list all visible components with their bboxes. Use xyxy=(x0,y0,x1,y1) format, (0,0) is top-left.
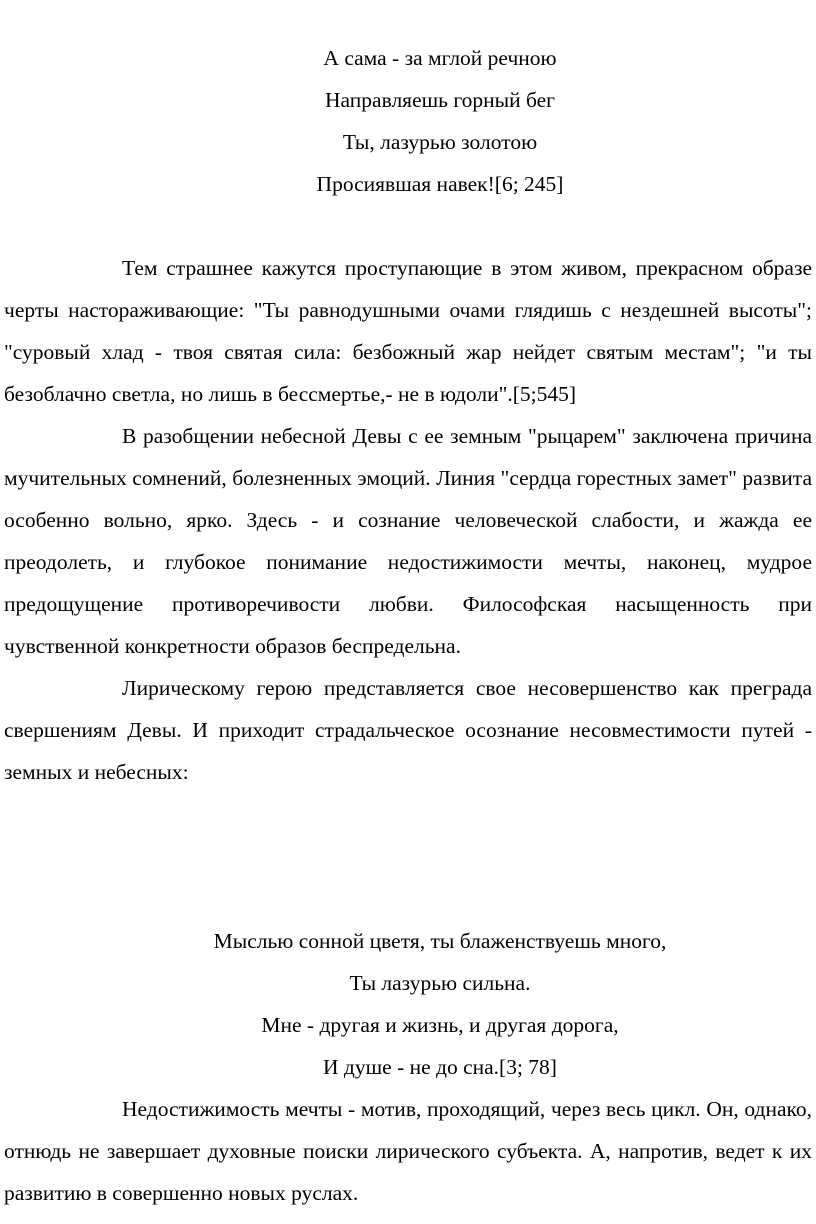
verse-line: Ты лазурью сильна. xyxy=(349,971,531,995)
verse-line: И душе - не до сна.[3; 78] xyxy=(323,1055,557,1079)
verse-line: Направляешь горный бег xyxy=(325,88,555,112)
paragraph: Тем страшнее кажутся проступающие в этом живом, прекрасном образе черты настораживающие: "Ты равнодушными очами глядишь с нездешней высоты"; "суровый хлад - твоя святая сила: безбожный жар нейдет святым местам"; "и ты безоблачно светла, но лишь в бессмертье,- не в юдоли".[5;545] xyxy=(4,256,812,406)
verse-line: Просиявшая навек![6; 245] xyxy=(316,172,564,196)
verse-line: А сама - за мглой речною xyxy=(323,46,557,70)
verse-line: Ты, лазурью золотою xyxy=(342,130,538,154)
paragraph: Недостижимость мечты - мотив, проходящий, через весь цикл. Он, однако, отнюдь не завершает духовные поиски лирического субъекта. А, напротив, ведет к их развитию в совершенно новых руслах. xyxy=(4,1097,812,1205)
paragraph: В разобщении небесной Девы с ее земным "рыцарем" заключена причина мучительных сомнений, болезненных эмоций. Линия "сердца горестных замет" развита особенно вольно, ярко. Здесь - и сознание человеческой слабости, и жажда ее преодолеть, и глубокое понимание недостижимости мечты, наконец, мудрое предощущение противоречивости любви. Философская насыщенность при чувственной конкретности образов беспредельна. xyxy=(4,424,812,658)
paragraph: Лирическому герою представляется свое несовершенство как преграда свершениям Девы. И приходит страдальческое осознание несовместимости путей - земных и небесных: xyxy=(4,676,812,784)
verse-line: Мне - другая и жизнь, и другая дорога, xyxy=(261,1013,619,1037)
prose-block-2 xyxy=(4,1088,812,1214)
verse-stanza-2 xyxy=(0,920,816,1088)
verse-line: Мыслью сонной цветя, ты блаженствуешь много, xyxy=(213,929,667,953)
prose-block-1 xyxy=(4,247,812,793)
verse-stanza-1 xyxy=(0,37,816,205)
